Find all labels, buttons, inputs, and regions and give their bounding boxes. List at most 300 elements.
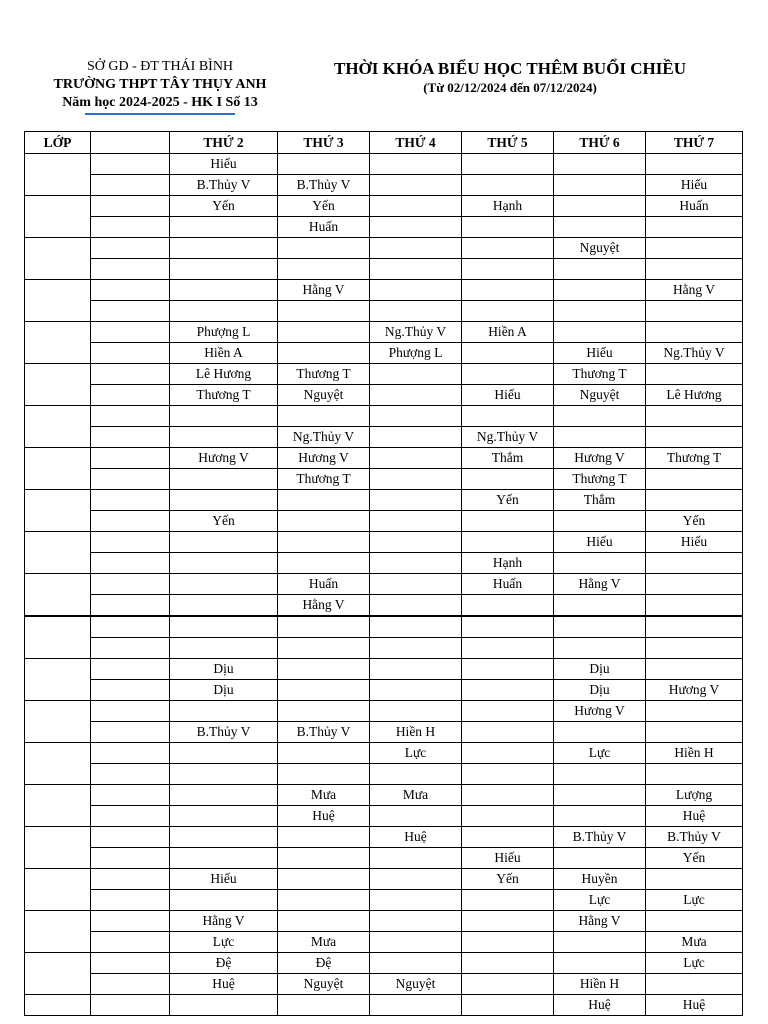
class-cell bbox=[25, 827, 91, 869]
table-row bbox=[25, 659, 743, 680]
teacher-cell bbox=[554, 511, 646, 532]
teacher-cell bbox=[370, 238, 462, 259]
teacher-cell bbox=[554, 301, 646, 322]
class-cell bbox=[25, 238, 91, 280]
teacher-cell: Phượng L bbox=[370, 343, 462, 364]
session-cell bbox=[91, 953, 170, 974]
session-cell bbox=[91, 722, 170, 743]
teacher-cell bbox=[370, 659, 462, 680]
table-row bbox=[25, 238, 743, 259]
teacher-cell bbox=[170, 553, 278, 574]
teacher-cell: Nguyệt bbox=[278, 974, 370, 995]
teacher-cell bbox=[278, 490, 370, 511]
teacher-cell bbox=[462, 280, 554, 301]
teacher-cell bbox=[370, 301, 462, 322]
teacher-cell: Hạnh bbox=[462, 553, 554, 574]
class-cell bbox=[25, 154, 91, 196]
teacher-cell: Mưa bbox=[278, 932, 370, 953]
table-row bbox=[25, 406, 743, 427]
teacher-cell: Ng.Thủy V bbox=[646, 343, 743, 364]
schedule-date-range: (Từ 02/12/2024 đến 07/12/2024) bbox=[423, 80, 597, 95]
teacher-cell bbox=[462, 890, 554, 911]
teacher-cell bbox=[462, 659, 554, 680]
teacher-cell bbox=[646, 722, 743, 743]
table-row bbox=[25, 469, 743, 490]
column-header-day: THỨ 6 bbox=[554, 132, 646, 154]
session-cell bbox=[91, 448, 170, 469]
teacher-cell bbox=[370, 574, 462, 595]
teacher-cell bbox=[370, 701, 462, 722]
teacher-cell bbox=[370, 638, 462, 659]
column-header-day: THỨ 4 bbox=[370, 132, 462, 154]
teacher-cell bbox=[554, 280, 646, 301]
teacher-cell bbox=[646, 595, 743, 617]
teacher-cell bbox=[170, 638, 278, 659]
timetable bbox=[24, 131, 743, 1016]
teacher-cell bbox=[554, 553, 646, 574]
teacher-cell bbox=[170, 848, 278, 869]
teacher-cell bbox=[370, 175, 462, 196]
teacher-cell bbox=[370, 448, 462, 469]
teacher-cell: Thắm bbox=[554, 490, 646, 511]
teacher-cell: Hương V bbox=[646, 680, 743, 701]
teacher-cell bbox=[462, 974, 554, 995]
session-cell bbox=[91, 701, 170, 722]
teacher-cell: Hiền H bbox=[370, 722, 462, 743]
teacher-cell bbox=[462, 743, 554, 764]
class-cell bbox=[25, 280, 91, 322]
class-cell bbox=[25, 785, 91, 827]
class-cell bbox=[25, 995, 91, 1016]
teacher-cell bbox=[170, 743, 278, 764]
teacher-cell bbox=[646, 701, 743, 722]
teacher-cell bbox=[646, 217, 743, 238]
teacher-cell bbox=[278, 406, 370, 427]
teacher-cell bbox=[370, 427, 462, 448]
teacher-cell bbox=[646, 490, 743, 511]
table-row bbox=[25, 259, 743, 280]
table-row bbox=[25, 911, 743, 932]
teacher-cell bbox=[370, 259, 462, 280]
teacher-cell: Huệ bbox=[278, 806, 370, 827]
table-row bbox=[25, 806, 743, 827]
teacher-cell: Yến bbox=[170, 196, 278, 217]
teacher-cell bbox=[370, 680, 462, 701]
teacher-cell bbox=[370, 553, 462, 574]
teacher-cell bbox=[170, 217, 278, 238]
teacher-cell: Hiền H bbox=[554, 974, 646, 995]
teacher-cell bbox=[554, 785, 646, 806]
teacher-cell bbox=[170, 427, 278, 448]
teacher-cell: Huệ bbox=[646, 995, 743, 1016]
teacher-cell bbox=[170, 785, 278, 806]
teacher-cell bbox=[462, 806, 554, 827]
teacher-cell bbox=[646, 238, 743, 259]
teacher-cell bbox=[462, 827, 554, 848]
teacher-cell bbox=[554, 259, 646, 280]
session-cell bbox=[91, 638, 170, 659]
school-year: Năm học 2024-2025 - HK I Số 13 bbox=[62, 95, 258, 110]
teacher-cell bbox=[278, 301, 370, 322]
teacher-cell: Yến bbox=[278, 196, 370, 217]
teacher-cell bbox=[554, 154, 646, 175]
session-cell bbox=[91, 259, 170, 280]
table-row bbox=[25, 196, 743, 217]
teacher-cell bbox=[646, 638, 743, 659]
column-header-day: THỨ 7 bbox=[646, 132, 743, 154]
teacher-cell: Mưa bbox=[278, 785, 370, 806]
teacher-cell bbox=[370, 995, 462, 1016]
teacher-cell: Đệ bbox=[170, 953, 278, 974]
teacher-cell: Ng.Thủy V bbox=[370, 322, 462, 343]
teacher-cell: Hiếu bbox=[646, 532, 743, 553]
teacher-cell bbox=[554, 175, 646, 196]
teacher-cell bbox=[370, 532, 462, 553]
teacher-cell bbox=[278, 638, 370, 659]
table-row bbox=[25, 343, 743, 364]
teacher-cell bbox=[646, 869, 743, 890]
teacher-cell: Thương T bbox=[170, 385, 278, 406]
teacher-cell bbox=[554, 953, 646, 974]
teacher-cell bbox=[462, 911, 554, 932]
teacher-cell bbox=[462, 532, 554, 553]
teacher-cell bbox=[170, 574, 278, 595]
teacher-cell bbox=[370, 932, 462, 953]
teacher-cell bbox=[170, 469, 278, 490]
teacher-cell: Huấn bbox=[278, 574, 370, 595]
teacher-cell: Dịu bbox=[554, 659, 646, 680]
teacher-cell: Yến bbox=[646, 511, 743, 532]
teacher-cell: Hằng V bbox=[170, 911, 278, 932]
teacher-cell: B.Thủy V bbox=[278, 175, 370, 196]
teacher-cell bbox=[462, 343, 554, 364]
teacher-cell: Thương T bbox=[646, 448, 743, 469]
teacher-cell bbox=[370, 511, 462, 532]
teacher-cell bbox=[370, 217, 462, 238]
teacher-cell bbox=[278, 238, 370, 259]
session-cell bbox=[91, 343, 170, 364]
teacher-cell: Hằng V bbox=[278, 280, 370, 301]
teacher-cell bbox=[462, 406, 554, 427]
teacher-cell bbox=[278, 659, 370, 680]
teacher-cell bbox=[554, 595, 646, 617]
teacher-cell: Hằng V bbox=[554, 911, 646, 932]
teacher-cell bbox=[646, 974, 743, 995]
session-cell bbox=[91, 595, 170, 617]
teacher-cell bbox=[170, 238, 278, 259]
teacher-cell bbox=[462, 217, 554, 238]
teacher-cell bbox=[646, 616, 743, 638]
teacher-cell bbox=[278, 995, 370, 1016]
teacher-cell bbox=[370, 364, 462, 385]
teacher-cell bbox=[170, 259, 278, 280]
table-row bbox=[25, 974, 743, 995]
teacher-cell bbox=[278, 553, 370, 574]
teacher-cell: Lê Hương bbox=[170, 364, 278, 385]
table-row bbox=[25, 764, 743, 785]
session-cell bbox=[91, 890, 170, 911]
table-row bbox=[25, 175, 743, 196]
teacher-cell bbox=[170, 890, 278, 911]
class-cell bbox=[25, 869, 91, 911]
column-header-day: THỨ 5 bbox=[462, 132, 554, 154]
teacher-cell bbox=[370, 154, 462, 175]
teacher-cell bbox=[170, 701, 278, 722]
teacher-cell bbox=[170, 616, 278, 638]
teacher-cell bbox=[462, 722, 554, 743]
session-cell bbox=[91, 995, 170, 1016]
teacher-cell bbox=[170, 301, 278, 322]
session-cell bbox=[91, 827, 170, 848]
session-cell bbox=[91, 364, 170, 385]
teacher-cell: Hiếu bbox=[170, 869, 278, 890]
class-cell bbox=[25, 953, 91, 995]
teacher-cell bbox=[554, 638, 646, 659]
teacher-cell bbox=[278, 701, 370, 722]
teacher-cell bbox=[462, 364, 554, 385]
teacher-cell: Dịu bbox=[554, 680, 646, 701]
table-row bbox=[25, 785, 743, 806]
teacher-cell: Hiền A bbox=[170, 343, 278, 364]
teacher-cell: Hiếu bbox=[554, 343, 646, 364]
teacher-cell bbox=[462, 154, 554, 175]
teacher-cell: Huyền bbox=[554, 869, 646, 890]
teacher-cell: Thương T bbox=[278, 469, 370, 490]
school-header bbox=[20, 58, 300, 115]
teacher-cell bbox=[370, 911, 462, 932]
timetable-body bbox=[25, 154, 743, 1016]
teacher-cell bbox=[646, 427, 743, 448]
teacher-cell bbox=[646, 764, 743, 785]
teacher-cell bbox=[278, 827, 370, 848]
teacher-cell: Huấn bbox=[646, 196, 743, 217]
table-row bbox=[25, 154, 743, 175]
teacher-cell bbox=[278, 743, 370, 764]
teacher-cell bbox=[462, 953, 554, 974]
teacher-cell bbox=[646, 301, 743, 322]
teacher-cell: Huệ bbox=[170, 974, 278, 995]
teacher-cell bbox=[646, 659, 743, 680]
teacher-cell: Hiền H bbox=[646, 743, 743, 764]
teacher-cell bbox=[370, 196, 462, 217]
teacher-cell bbox=[646, 322, 743, 343]
teacher-cell bbox=[462, 932, 554, 953]
school-name: TRƯỜNG THPT TÂY THỤY ANH bbox=[53, 77, 267, 92]
teacher-cell bbox=[278, 154, 370, 175]
session-cell bbox=[91, 743, 170, 764]
session-cell bbox=[91, 175, 170, 196]
teacher-cell bbox=[278, 680, 370, 701]
table-row bbox=[25, 827, 743, 848]
session-cell bbox=[91, 406, 170, 427]
teacher-cell: Mưa bbox=[646, 932, 743, 953]
teacher-cell: Hiền A bbox=[462, 322, 554, 343]
teacher-cell bbox=[646, 469, 743, 490]
teacher-cell: Hằng V bbox=[278, 595, 370, 617]
teacher-cell: Lực bbox=[646, 890, 743, 911]
teacher-cell bbox=[278, 259, 370, 280]
teacher-cell: Yến bbox=[462, 869, 554, 890]
teacher-cell bbox=[170, 532, 278, 553]
teacher-cell bbox=[170, 827, 278, 848]
schedule-title: THỜI KHÓA BIỂU HỌC THÊM BUỔI CHIỀU bbox=[333, 59, 687, 78]
teacher-cell bbox=[462, 995, 554, 1016]
header-underline bbox=[85, 113, 235, 115]
teacher-cell bbox=[278, 322, 370, 343]
schedule-header bbox=[300, 58, 720, 96]
teacher-cell bbox=[462, 175, 554, 196]
teacher-cell bbox=[646, 406, 743, 427]
session-cell bbox=[91, 385, 170, 406]
teacher-cell: Lê Hương bbox=[646, 385, 743, 406]
teacher-cell: Huệ bbox=[646, 806, 743, 827]
table-row bbox=[25, 322, 743, 343]
teacher-cell bbox=[278, 848, 370, 869]
teacher-cell: Yến bbox=[462, 490, 554, 511]
table-row bbox=[25, 680, 743, 701]
teacher-cell bbox=[370, 869, 462, 890]
teacher-cell bbox=[554, 848, 646, 869]
session-cell bbox=[91, 511, 170, 532]
teacher-cell bbox=[646, 553, 743, 574]
teacher-cell: Lực bbox=[170, 932, 278, 953]
teacher-cell bbox=[554, 806, 646, 827]
table-row bbox=[25, 953, 743, 974]
session-cell bbox=[91, 911, 170, 932]
teacher-cell bbox=[462, 638, 554, 659]
teacher-cell: Huấn bbox=[278, 217, 370, 238]
teacher-cell bbox=[462, 785, 554, 806]
teacher-cell: Đệ bbox=[278, 953, 370, 974]
table-row bbox=[25, 511, 743, 532]
table-row bbox=[25, 869, 743, 890]
teacher-cell bbox=[646, 154, 743, 175]
class-cell bbox=[25, 406, 91, 448]
session-cell bbox=[91, 280, 170, 301]
teacher-cell bbox=[278, 869, 370, 890]
teacher-cell bbox=[170, 490, 278, 511]
class-cell bbox=[25, 196, 91, 238]
teacher-cell bbox=[170, 806, 278, 827]
teacher-cell: Thương T bbox=[278, 364, 370, 385]
timetable-header-row bbox=[25, 132, 743, 154]
teacher-cell bbox=[554, 196, 646, 217]
teacher-cell: Hiếu bbox=[554, 532, 646, 553]
table-row bbox=[25, 701, 743, 722]
table-row bbox=[25, 301, 743, 322]
session-cell bbox=[91, 659, 170, 680]
teacher-cell: Lực bbox=[554, 890, 646, 911]
session-cell bbox=[91, 574, 170, 595]
teacher-cell bbox=[370, 806, 462, 827]
teacher-cell: Lực bbox=[554, 743, 646, 764]
teacher-cell bbox=[370, 469, 462, 490]
teacher-cell: Lực bbox=[646, 953, 743, 974]
teacher-cell: Huệ bbox=[370, 827, 462, 848]
teacher-cell bbox=[278, 911, 370, 932]
teacher-cell: Hương V bbox=[170, 448, 278, 469]
session-cell bbox=[91, 154, 170, 175]
class-cell bbox=[25, 659, 91, 701]
column-header-day: THỨ 2 bbox=[170, 132, 278, 154]
teacher-cell: Ng.Thủy V bbox=[278, 427, 370, 448]
teacher-cell: Thắm bbox=[462, 448, 554, 469]
table-row bbox=[25, 490, 743, 511]
teacher-cell bbox=[278, 532, 370, 553]
teacher-cell bbox=[170, 764, 278, 785]
teacher-cell bbox=[554, 406, 646, 427]
session-cell bbox=[91, 932, 170, 953]
session-cell bbox=[91, 301, 170, 322]
class-cell bbox=[25, 364, 91, 406]
teacher-cell bbox=[462, 301, 554, 322]
table-row bbox=[25, 722, 743, 743]
teacher-cell: Huấn bbox=[462, 574, 554, 595]
teacher-cell bbox=[170, 406, 278, 427]
teacher-cell: Hiếu bbox=[462, 385, 554, 406]
teacher-cell: Hạnh bbox=[462, 196, 554, 217]
teacher-cell: Huệ bbox=[554, 995, 646, 1016]
column-header-day: THỨ 3 bbox=[278, 132, 370, 154]
teacher-cell bbox=[278, 890, 370, 911]
teacher-cell bbox=[462, 701, 554, 722]
table-row bbox=[25, 448, 743, 469]
class-cell bbox=[25, 322, 91, 364]
teacher-cell bbox=[646, 911, 743, 932]
teacher-cell bbox=[278, 511, 370, 532]
teacher-cell bbox=[370, 385, 462, 406]
teacher-cell bbox=[462, 616, 554, 638]
teacher-cell bbox=[278, 764, 370, 785]
teacher-cell: B.Thủy V bbox=[554, 827, 646, 848]
table-row bbox=[25, 364, 743, 385]
table-row bbox=[25, 532, 743, 553]
session-cell bbox=[91, 848, 170, 869]
teacher-cell: Yến bbox=[646, 848, 743, 869]
teacher-cell: Lực bbox=[370, 743, 462, 764]
teacher-cell: Hằng V bbox=[646, 280, 743, 301]
teacher-cell: Nguyệt bbox=[370, 974, 462, 995]
table-row bbox=[25, 595, 743, 617]
table-row bbox=[25, 616, 743, 638]
session-cell bbox=[91, 322, 170, 343]
teacher-cell: B.Thủy V bbox=[278, 722, 370, 743]
session-cell bbox=[91, 806, 170, 827]
teacher-cell bbox=[462, 469, 554, 490]
class-cell bbox=[25, 532, 91, 574]
teacher-cell bbox=[370, 616, 462, 638]
teacher-cell bbox=[170, 595, 278, 617]
table-row bbox=[25, 385, 743, 406]
teacher-cell: Mưa bbox=[370, 785, 462, 806]
teacher-cell: Hiếu bbox=[462, 848, 554, 869]
table-row bbox=[25, 638, 743, 659]
table-row bbox=[25, 280, 743, 301]
teacher-cell: Hằng V bbox=[554, 574, 646, 595]
session-cell bbox=[91, 217, 170, 238]
teacher-cell bbox=[462, 259, 554, 280]
teacher-cell: Nguyệt bbox=[554, 385, 646, 406]
teacher-cell: Hương V bbox=[554, 701, 646, 722]
teacher-cell: Hiếu bbox=[170, 154, 278, 175]
table-row bbox=[25, 427, 743, 448]
teacher-cell: Hương V bbox=[278, 448, 370, 469]
table-row bbox=[25, 995, 743, 1016]
department-name: SỞ GD - ĐT THÁI BÌNH bbox=[86, 59, 234, 74]
table-row bbox=[25, 743, 743, 764]
teacher-cell bbox=[646, 259, 743, 280]
teacher-cell bbox=[370, 953, 462, 974]
